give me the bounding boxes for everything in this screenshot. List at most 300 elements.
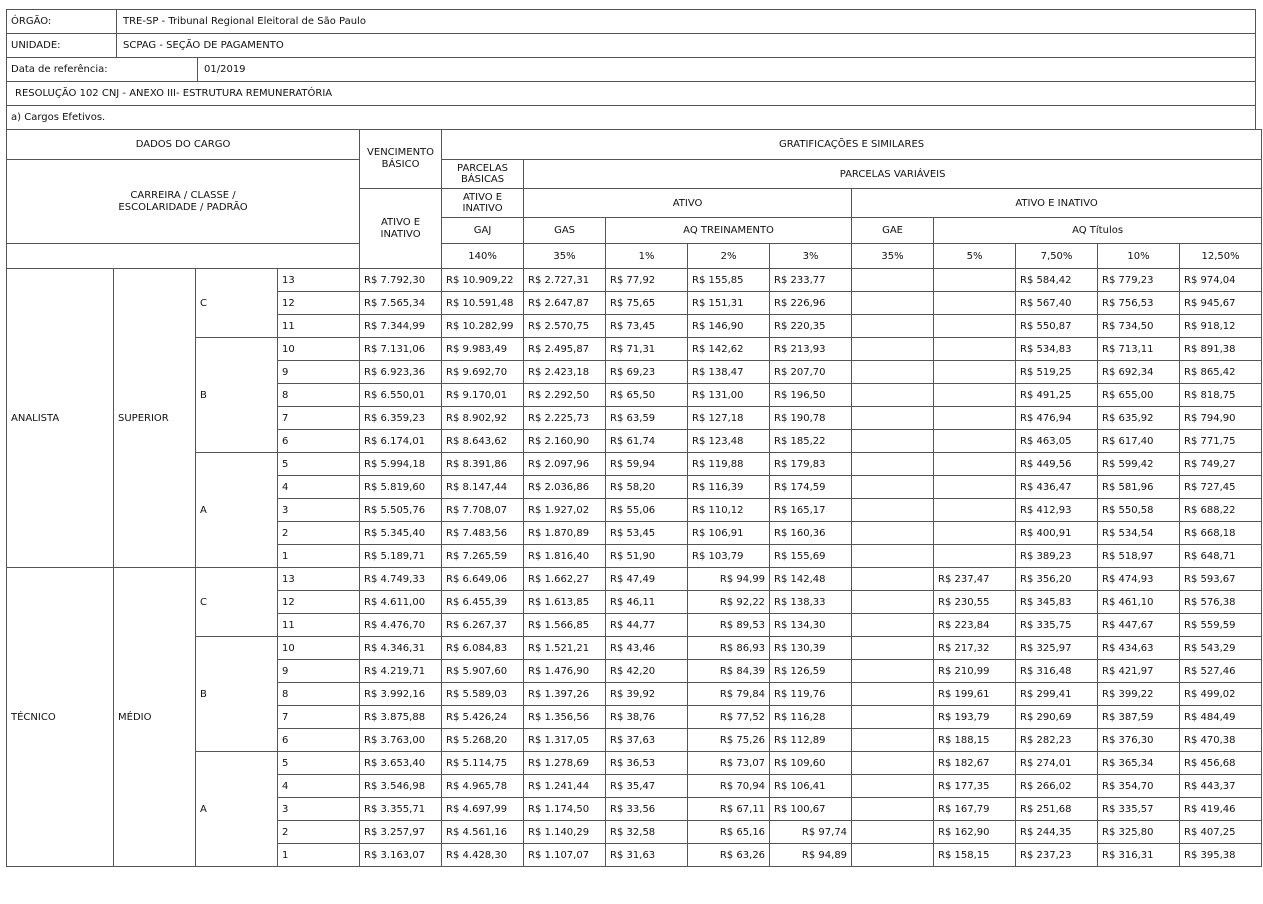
- aq-1-cell: R$ 51,90: [606, 545, 688, 568]
- aq-1-cell: R$ 43,46: [606, 637, 688, 660]
- tit-10-cell: R$ 534,54: [1098, 522, 1180, 545]
- gae-cell: [852, 844, 934, 867]
- tit-5-cell: [934, 407, 1016, 430]
- tit-12-5-cell: R$ 576,38: [1180, 591, 1262, 614]
- aq-2-cell: R$ 65,16: [688, 821, 770, 844]
- tit-12-5-cell: R$ 456,68: [1180, 752, 1262, 775]
- aq-2-cell: R$ 89,53: [688, 614, 770, 637]
- gae-cell: [852, 453, 934, 476]
- tit-10-cell: R$ 518,97: [1098, 545, 1180, 568]
- gae-cell: [852, 292, 934, 315]
- tit-12-5-cell: R$ 484,49: [1180, 706, 1262, 729]
- escolaridade-cell: MÉDIO: [114, 568, 196, 867]
- aq-2-cell: R$ 119,88: [688, 453, 770, 476]
- table-row: [7, 568, 1262, 591]
- padrao-cell: 1: [278, 545, 360, 568]
- tit-7-5-cell: R$ 335,75: [1016, 614, 1098, 637]
- tit-5-cell: R$ 217,32: [934, 637, 1016, 660]
- tit-5-cell: R$ 162,90: [934, 821, 1016, 844]
- vencimento-cell: R$ 6.923,36: [360, 361, 442, 384]
- gaj-cell: R$ 5.907,60: [442, 660, 524, 683]
- padrao-cell: 10: [278, 338, 360, 361]
- tit-5-cell: R$ 158,15: [934, 844, 1016, 867]
- tit-5-cell: [934, 384, 1016, 407]
- gaj-cell: R$ 5.114,75: [442, 752, 524, 775]
- table-row: [7, 453, 1262, 476]
- gaj-cell: R$ 7.483,56: [442, 522, 524, 545]
- vencimento-cell: R$ 3.653,40: [360, 752, 442, 775]
- unidade-row: [6, 33, 1256, 57]
- padrao-cell: 9: [278, 361, 360, 384]
- tit-10-cell: R$ 713,11: [1098, 338, 1180, 361]
- tit-12-5-cell: R$ 593,67: [1180, 568, 1262, 591]
- gas-cell: R$ 1.397,26: [524, 683, 606, 706]
- gas-cell: R$ 1.107,07: [524, 844, 606, 867]
- gaj-cell: R$ 7.708,07: [442, 499, 524, 522]
- padrao-cell: 3: [278, 499, 360, 522]
- aq-1-cell: R$ 73,45: [606, 315, 688, 338]
- aq-2-cell: R$ 84,39: [688, 660, 770, 683]
- tit-7-5-cell: R$ 400,91: [1016, 522, 1098, 545]
- data-referencia-label: Data de referência:: [7, 58, 198, 81]
- tit-5-cell: [934, 499, 1016, 522]
- aq-2-cell: R$ 94,99: [688, 568, 770, 591]
- gas-cell: R$ 2.160,90: [524, 430, 606, 453]
- padrao-cell: 7: [278, 706, 360, 729]
- aq-1-cell: R$ 37,63: [606, 729, 688, 752]
- pct-aq-1: 1%: [606, 244, 688, 269]
- tit-7-5-cell: R$ 534,83: [1016, 338, 1098, 361]
- gae-cell: [852, 706, 934, 729]
- resolucao-row: RESOLUÇÃO 102 CNJ - ANEXO III- ESTRUTURA REMUNERATÓRIA: [6, 81, 1256, 105]
- tit-5-cell: [934, 338, 1016, 361]
- gas-cell: R$ 1.278,69: [524, 752, 606, 775]
- data-referencia-row: [6, 57, 1256, 81]
- tit-5-cell: [934, 430, 1016, 453]
- tit-12-5-cell: R$ 749,27: [1180, 453, 1262, 476]
- padrao-cell: 1: [278, 844, 360, 867]
- aq-1-cell: R$ 65,50: [606, 384, 688, 407]
- vencimento-cell: R$ 5.189,71: [360, 545, 442, 568]
- gaj-cell: R$ 4.697,99: [442, 798, 524, 821]
- escolaridade-cell: SUPERIOR: [114, 269, 196, 568]
- gae-cell: [852, 637, 934, 660]
- gae-cell: [852, 591, 934, 614]
- table-row: [7, 338, 1262, 361]
- table-row: [7, 637, 1262, 660]
- aq-2-cell: R$ 77,52: [688, 706, 770, 729]
- tit-10-cell: R$ 581,96: [1098, 476, 1180, 499]
- gae-cell: [852, 821, 934, 844]
- aq-2-cell: R$ 79,84: [688, 683, 770, 706]
- aq-2-cell: R$ 131,00: [688, 384, 770, 407]
- tit-5-cell: R$ 167,79: [934, 798, 1016, 821]
- tit-7-5-cell: R$ 325,97: [1016, 637, 1098, 660]
- gaj-cell: R$ 6.084,83: [442, 637, 524, 660]
- tit-10-cell: R$ 599,42: [1098, 453, 1180, 476]
- aq-3-cell: R$ 179,83: [770, 453, 852, 476]
- tit-5-cell: [934, 361, 1016, 384]
- aq-2-cell: R$ 116,39: [688, 476, 770, 499]
- orgao-value: TRE-SP - Tribunal Regional Eleitoral de São Paulo: [123, 16, 366, 27]
- tit-5-cell: [934, 269, 1016, 292]
- header-row-2: [7, 160, 1262, 189]
- gas-cell: R$ 1.566,85: [524, 614, 606, 637]
- ativo-e-inativo-header: ATIVO E INATIVO: [852, 189, 1262, 218]
- tit-5-cell: R$ 210,99: [934, 660, 1016, 683]
- gaj-cell: R$ 6.455,39: [442, 591, 524, 614]
- tit-12-5-cell: R$ 945,67: [1180, 292, 1262, 315]
- gas-cell: R$ 1.241,44: [524, 775, 606, 798]
- gas-cell: R$ 2.495,87: [524, 338, 606, 361]
- padrao-cell: 5: [278, 453, 360, 476]
- gaj-header: GAJ: [442, 218, 524, 244]
- gae-cell: [852, 522, 934, 545]
- tit-7-5-cell: R$ 282,23: [1016, 729, 1098, 752]
- padrao-cell: 8: [278, 683, 360, 706]
- tit-5-cell: R$ 199,61: [934, 683, 1016, 706]
- aq-2-cell: R$ 123,48: [688, 430, 770, 453]
- aq-2-cell: R$ 73,07: [688, 752, 770, 775]
- aq-3-cell: R$ 138,33: [770, 591, 852, 614]
- aq-1-cell: R$ 53,45: [606, 522, 688, 545]
- aq-1-cell: R$ 71,31: [606, 338, 688, 361]
- vencimento-cell: R$ 3.257,97: [360, 821, 442, 844]
- aq-2-cell: R$ 92,22: [688, 591, 770, 614]
- tit-7-5-cell: R$ 237,23: [1016, 844, 1098, 867]
- tit-12-5-cell: R$ 527,46: [1180, 660, 1262, 683]
- tit-5-cell: [934, 522, 1016, 545]
- gae-cell: [852, 568, 934, 591]
- pct-aq-2: 2%: [688, 244, 770, 269]
- carreira-header: CARREIRA / CLASSE / ESCOLARIDADE / PADRÃO: [7, 160, 360, 244]
- tit-7-5-cell: R$ 550,87: [1016, 315, 1098, 338]
- gae-cell: [852, 775, 934, 798]
- aq-2-cell: R$ 63,26: [688, 844, 770, 867]
- gas-cell: R$ 1.816,40: [524, 545, 606, 568]
- gas-cell: R$ 2.225,73: [524, 407, 606, 430]
- aq-1-cell: R$ 75,65: [606, 292, 688, 315]
- aq-1-cell: R$ 55,06: [606, 499, 688, 522]
- gae-cell: [852, 407, 934, 430]
- gaj-cell: R$ 9.170,01: [442, 384, 524, 407]
- aq-3-cell: R$ 97,74: [770, 821, 852, 844]
- aq-1-cell: R$ 77,92: [606, 269, 688, 292]
- gaj-cell: R$ 6.267,37: [442, 614, 524, 637]
- pct-aq-3: 3%: [770, 244, 852, 269]
- tit-10-cell: R$ 447,67: [1098, 614, 1180, 637]
- gae-cell: [852, 545, 934, 568]
- gaj-cell: R$ 6.649,06: [442, 568, 524, 591]
- aq-1-cell: R$ 36,53: [606, 752, 688, 775]
- aq-3-cell: R$ 233,77: [770, 269, 852, 292]
- padrao-cell: 9: [278, 660, 360, 683]
- padrao-cell: 12: [278, 591, 360, 614]
- aq-2-cell: R$ 151,31: [688, 292, 770, 315]
- tit-12-5-cell: R$ 648,71: [1180, 545, 1262, 568]
- aq-2-cell: R$ 155,85: [688, 269, 770, 292]
- aq-1-cell: R$ 38,76: [606, 706, 688, 729]
- pct-tit-10: 10%: [1098, 244, 1180, 269]
- aq-1-cell: R$ 61,74: [606, 430, 688, 453]
- aq-3-cell: R$ 207,70: [770, 361, 852, 384]
- tit-5-cell: R$ 182,67: [934, 752, 1016, 775]
- tit-12-5-cell: R$ 395,38: [1180, 844, 1262, 867]
- tit-12-5-cell: R$ 559,59: [1180, 614, 1262, 637]
- unidade-value: SCPAG - SEÇÃO DE PAGAMENTO: [123, 40, 284, 51]
- gaj-cell: R$ 5.426,24: [442, 706, 524, 729]
- pct-gaj: 140%: [442, 244, 524, 269]
- aq-3-cell: R$ 112,89: [770, 729, 852, 752]
- gas-cell: R$ 2.292,50: [524, 384, 606, 407]
- vencimento-cell: R$ 7.344,99: [360, 315, 442, 338]
- aq-2-cell: R$ 106,91: [688, 522, 770, 545]
- gas-cell: R$ 1.613,85: [524, 591, 606, 614]
- tit-10-cell: R$ 474,93: [1098, 568, 1180, 591]
- vencimento-cell: R$ 7.131,06: [360, 338, 442, 361]
- aq-3-cell: R$ 174,59: [770, 476, 852, 499]
- padrao-cell: 3: [278, 798, 360, 821]
- vencimento-cell: R$ 4.346,31: [360, 637, 442, 660]
- cargos-efetivos-row: a) Cargos Efetivos.: [6, 105, 1256, 129]
- aq-3-cell: R$ 220,35: [770, 315, 852, 338]
- vencimento-cell: R$ 3.763,00: [360, 729, 442, 752]
- gas-cell: R$ 1.140,29: [524, 821, 606, 844]
- gas-cell: R$ 2.423,18: [524, 361, 606, 384]
- gae-cell: [852, 269, 934, 292]
- table-body: [7, 269, 1262, 867]
- tit-10-cell: R$ 434,63: [1098, 637, 1180, 660]
- basicas-ativo-inativo: ATIVO E INATIVO: [442, 189, 524, 218]
- classe-cell: A: [196, 453, 278, 568]
- aq-1-cell: R$ 63,59: [606, 407, 688, 430]
- gratificacoes-header: GRATIFICAÇÕES E SIMILARES: [442, 130, 1262, 160]
- aq-1-cell: R$ 35,47: [606, 775, 688, 798]
- gae-cell: [852, 430, 934, 453]
- document: [6, 9, 1256, 867]
- tit-5-cell: R$ 223,84: [934, 614, 1016, 637]
- aq-1-cell: R$ 46,11: [606, 591, 688, 614]
- vencimento-cell: R$ 6.359,23: [360, 407, 442, 430]
- aq-3-cell: R$ 116,28: [770, 706, 852, 729]
- padrao-cell: 7: [278, 407, 360, 430]
- aq-3-cell: R$ 100,67: [770, 798, 852, 821]
- vencimento-cell: R$ 3.163,07: [360, 844, 442, 867]
- aq-1-cell: R$ 69,23: [606, 361, 688, 384]
- aq-3-cell: R$ 165,17: [770, 499, 852, 522]
- aq-1-cell: R$ 32,58: [606, 821, 688, 844]
- gaj-cell: R$ 5.589,03: [442, 683, 524, 706]
- aq-2-cell: R$ 138,47: [688, 361, 770, 384]
- gae-cell: [852, 361, 934, 384]
- gaj-cell: R$ 10.591,48: [442, 292, 524, 315]
- padrao-cell: 10: [278, 637, 360, 660]
- tit-10-cell: R$ 399,22: [1098, 683, 1180, 706]
- tit-5-cell: R$ 177,35: [934, 775, 1016, 798]
- padrao-cell: 6: [278, 430, 360, 453]
- tit-5-cell: [934, 545, 1016, 568]
- aq-1-cell: R$ 31,63: [606, 844, 688, 867]
- gas-cell: R$ 1.927,02: [524, 499, 606, 522]
- tit-5-cell: [934, 315, 1016, 338]
- aq-1-cell: R$ 47,49: [606, 568, 688, 591]
- tit-10-cell: R$ 354,70: [1098, 775, 1180, 798]
- aq-1-cell: R$ 33,56: [606, 798, 688, 821]
- tit-5-cell: [934, 476, 1016, 499]
- aq-2-cell: R$ 103,79: [688, 545, 770, 568]
- tit-10-cell: R$ 550,58: [1098, 499, 1180, 522]
- gas-cell: R$ 2.097,96: [524, 453, 606, 476]
- tit-5-cell: R$ 193,79: [934, 706, 1016, 729]
- tit-7-5-cell: R$ 412,93: [1016, 499, 1098, 522]
- tit-10-cell: R$ 756,53: [1098, 292, 1180, 315]
- padrao-cell: 12: [278, 292, 360, 315]
- aq-2-cell: R$ 67,11: [688, 798, 770, 821]
- padrao-cell: 4: [278, 476, 360, 499]
- tit-7-5-cell: R$ 436,47: [1016, 476, 1098, 499]
- orgao-row: [6, 9, 1256, 33]
- tit-7-5-cell: R$ 274,01: [1016, 752, 1098, 775]
- carreira-spacer: [7, 244, 360, 269]
- tit-7-5-cell: R$ 299,41: [1016, 683, 1098, 706]
- vencimento-cell: R$ 3.355,71: [360, 798, 442, 821]
- tit-12-5-cell: R$ 543,29: [1180, 637, 1262, 660]
- tit-7-5-cell: R$ 463,05: [1016, 430, 1098, 453]
- gas-cell: R$ 2.647,87: [524, 292, 606, 315]
- aq-2-cell: R$ 70,94: [688, 775, 770, 798]
- carreira-cell: ANALISTA: [7, 269, 114, 568]
- gaj-cell: R$ 9.692,70: [442, 361, 524, 384]
- gas-cell: R$ 2.570,75: [524, 315, 606, 338]
- gaj-cell: R$ 4.561,16: [442, 821, 524, 844]
- aq-2-cell: R$ 86,93: [688, 637, 770, 660]
- aq-1-cell: R$ 59,94: [606, 453, 688, 476]
- gae-cell: [852, 499, 934, 522]
- gae-cell: [852, 683, 934, 706]
- padrao-cell: 4: [278, 775, 360, 798]
- gaj-cell: R$ 4.965,78: [442, 775, 524, 798]
- vencimento-cell: R$ 3.875,88: [360, 706, 442, 729]
- gas-cell: R$ 1.356,56: [524, 706, 606, 729]
- tit-5-cell: R$ 237,47: [934, 568, 1016, 591]
- gae-header: GAE: [852, 218, 934, 244]
- tit-12-5-cell: R$ 407,25: [1180, 821, 1262, 844]
- gae-cell: [852, 798, 934, 821]
- gaj-cell: R$ 10.282,99: [442, 315, 524, 338]
- vencimento-cell: R$ 5.505,76: [360, 499, 442, 522]
- vencimento-cell: R$ 5.994,18: [360, 453, 442, 476]
- pct-gae: 35%: [852, 244, 934, 269]
- tit-7-5-cell: R$ 584,42: [1016, 269, 1098, 292]
- vencimento-cell: R$ 6.550,01: [360, 384, 442, 407]
- tit-7-5-cell: R$ 290,69: [1016, 706, 1098, 729]
- unidade-label: UNIDADE:: [7, 34, 117, 57]
- padrao-cell: 6: [278, 729, 360, 752]
- parcelas-variaveis-header: PARCELAS VARIÁVEIS: [524, 160, 1262, 189]
- tit-12-5-cell: R$ 974,04: [1180, 269, 1262, 292]
- gas-cell: R$ 1.476,90: [524, 660, 606, 683]
- tit-5-cell: [934, 292, 1016, 315]
- aq-3-cell: R$ 213,93: [770, 338, 852, 361]
- vencimento-cell: R$ 7.565,34: [360, 292, 442, 315]
- tit-7-5-cell: R$ 266,02: [1016, 775, 1098, 798]
- aq-titulos-header: AQ Títulos: [934, 218, 1262, 244]
- aq-3-cell: R$ 196,50: [770, 384, 852, 407]
- vencimento-cell: R$ 7.792,30: [360, 269, 442, 292]
- gaj-cell: R$ 8.147,44: [442, 476, 524, 499]
- aq-2-cell: R$ 75,26: [688, 729, 770, 752]
- classe-cell: B: [196, 338, 278, 453]
- tit-7-5-cell: R$ 519,25: [1016, 361, 1098, 384]
- gas-cell: R$ 2.727,31: [524, 269, 606, 292]
- pct-gas: 35%: [524, 244, 606, 269]
- tit-12-5-cell: R$ 443,37: [1180, 775, 1262, 798]
- gae-cell: [852, 614, 934, 637]
- gae-cell: [852, 384, 934, 407]
- tit-7-5-cell: R$ 491,25: [1016, 384, 1098, 407]
- ativo-header: ATIVO: [524, 189, 852, 218]
- gaj-cell: R$ 10.909,22: [442, 269, 524, 292]
- tit-12-5-cell: R$ 727,45: [1180, 476, 1262, 499]
- gaj-cell: R$ 8.391,86: [442, 453, 524, 476]
- gaj-cell: R$ 5.268,20: [442, 729, 524, 752]
- tit-12-5-cell: R$ 794,90: [1180, 407, 1262, 430]
- vencimento-cell: R$ 4.749,33: [360, 568, 442, 591]
- tit-5-cell: [934, 453, 1016, 476]
- aq-3-cell: R$ 134,30: [770, 614, 852, 637]
- tit-7-5-cell: R$ 244,35: [1016, 821, 1098, 844]
- gas-cell: R$ 1.521,21: [524, 637, 606, 660]
- parcelas-basicas-header: PARCELAS BÁSICAS: [442, 160, 524, 189]
- gas-cell: R$ 1.317,05: [524, 729, 606, 752]
- padrao-cell: 8: [278, 384, 360, 407]
- header-row-5: [7, 244, 1262, 269]
- tit-10-cell: R$ 325,80: [1098, 821, 1180, 844]
- padrao-cell: 11: [278, 315, 360, 338]
- gas-cell: R$ 1.870,89: [524, 522, 606, 545]
- aq-treinamento-header: AQ TREINAMENTO: [606, 218, 852, 244]
- gae-cell: [852, 476, 934, 499]
- tit-12-5-cell: R$ 771,75: [1180, 430, 1262, 453]
- vencimento-header: VENCIMENTO BÁSICO: [360, 130, 442, 189]
- tit-7-5-cell: R$ 449,56: [1016, 453, 1098, 476]
- aq-3-cell: R$ 109,60: [770, 752, 852, 775]
- tit-12-5-cell: R$ 470,38: [1180, 729, 1262, 752]
- aq-3-cell: R$ 119,76: [770, 683, 852, 706]
- classe-cell: B: [196, 637, 278, 752]
- tit-12-5-cell: R$ 419,46: [1180, 798, 1262, 821]
- aq-1-cell: R$ 58,20: [606, 476, 688, 499]
- tit-10-cell: R$ 692,34: [1098, 361, 1180, 384]
- pct-tit-7-5: 7,50%: [1016, 244, 1098, 269]
- gaj-cell: R$ 4.428,30: [442, 844, 524, 867]
- vencimento-cell: R$ 5.345,40: [360, 522, 442, 545]
- tit-7-5-cell: R$ 567,40: [1016, 292, 1098, 315]
- gaj-cell: R$ 8.643,62: [442, 430, 524, 453]
- tit-10-cell: R$ 421,97: [1098, 660, 1180, 683]
- tit-12-5-cell: R$ 668,18: [1180, 522, 1262, 545]
- padrao-cell: 5: [278, 752, 360, 775]
- gas-cell: R$ 1.662,27: [524, 568, 606, 591]
- vencimento-cell: R$ 4.611,00: [360, 591, 442, 614]
- dados-cargo-header: DADOS DO CARGO: [7, 130, 360, 160]
- tit-7-5-cell: R$ 356,20: [1016, 568, 1098, 591]
- tit-10-cell: R$ 365,34: [1098, 752, 1180, 775]
- aq-2-cell: R$ 127,18: [688, 407, 770, 430]
- gaj-cell: R$ 7.265,59: [442, 545, 524, 568]
- aq-3-cell: R$ 106,41: [770, 775, 852, 798]
- tit-5-cell: R$ 188,15: [934, 729, 1016, 752]
